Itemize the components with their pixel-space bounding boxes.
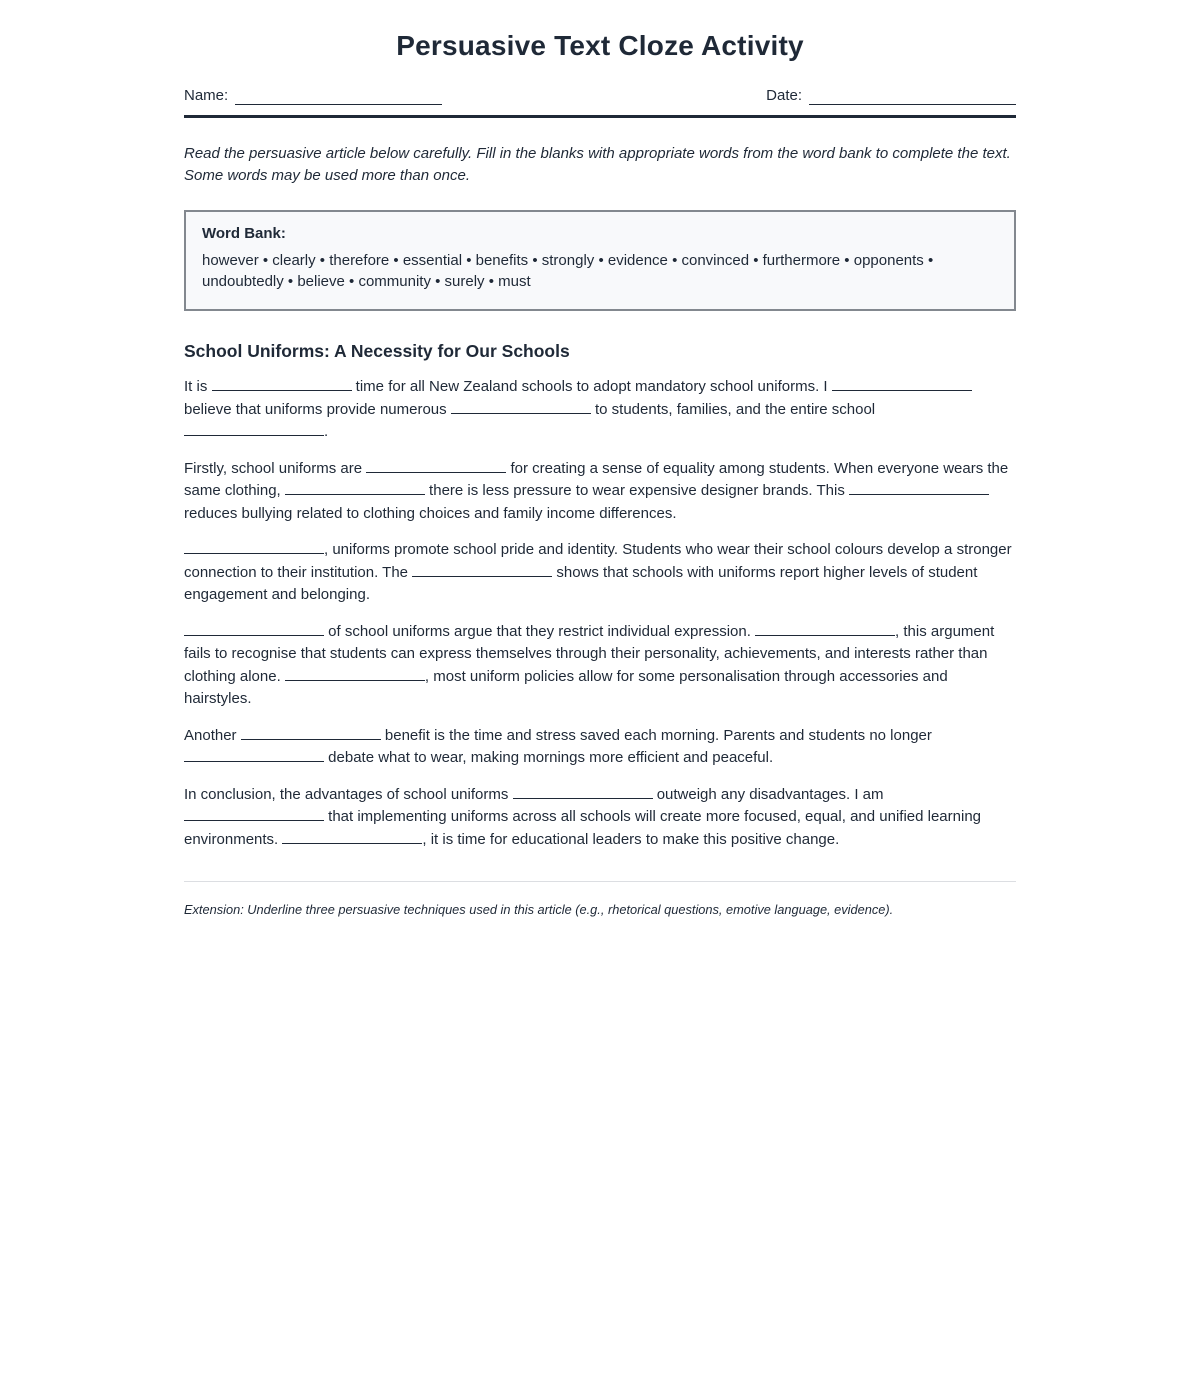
date-label: Date: — [766, 87, 802, 104]
instructions-text: Read the persuasive article below carefully. Fill in the blanks with appropriate words from the word bank to complete the text. Some words may be used more than once. — [184, 145, 1011, 184]
date-blank-line — [809, 90, 1016, 105]
article-paragraph: Another benefit is the time and stress saved each morning. Parents and students no longer debate what to wear, making mornings more efficient and peaceful. — [184, 726, 932, 766]
name-field — [184, 87, 442, 105]
cloze-blank-line — [285, 668, 425, 681]
name-label: Name: — [184, 87, 229, 104]
cloze-blank-line — [241, 727, 381, 740]
cloze-blank-line — [282, 831, 422, 844]
cloze-blank-line — [184, 749, 324, 762]
article-paragraph: In conclusion, the advantages of school uniforms outweigh any disadvantages. I am that implementing uniforms across all schools will create more focused, equal, and unified learning environments. , it is time for educational leaders to make this positive change. — [184, 785, 982, 848]
date-field — [766, 87, 1016, 105]
cloze-blank-line — [184, 541, 324, 554]
word-bank-words: however • clearly • therefore • essential • benefits • strongly • evidence • convinced • furthermore • opponents • undoubtedly • believe • community • surely • must — [202, 252, 934, 290]
article-heading: School Uniforms: A Necessity for Our Schools — [184, 341, 570, 361]
cloze-blank-line — [184, 423, 324, 436]
article-paragraph: It is time for all New Zealand schools to adopt mandatory school uniforms. I believe that uniforms provide numerous to students, families, and the entire school . — [184, 376, 1016, 444]
page-title: Persuasive Text Cloze Activity — [396, 30, 804, 61]
cloze-blank-line — [285, 482, 425, 495]
extension-note: Extension: Underline three persuasive techniques used in this article (e.g., rhetorical questions, emotive language, evidence). — [184, 902, 894, 917]
article-body — [184, 376, 1016, 851]
cloze-blank-line — [184, 808, 324, 821]
cloze-blank-line — [513, 786, 653, 799]
article-paragraph: Firstly, school uniforms are for creating a sense of equality among students. When everyone wears the same clothing, there is less pressure to wear expensive designer brands. This reduces bullying related to clothing choices and family income differences. — [184, 459, 1009, 522]
cloze-blank-line — [212, 378, 352, 391]
cloze-blank-line — [184, 623, 324, 636]
cloze-blank-line — [451, 401, 591, 414]
word-bank-box — [184, 210, 1016, 311]
name-blank-line — [235, 90, 442, 105]
header-divider — [184, 115, 1016, 118]
cloze-blank-line — [755, 623, 895, 636]
extension-divider — [184, 881, 1016, 882]
worksheet-page — [184, 0, 1016, 919]
cloze-blank-line — [366, 460, 506, 473]
cloze-blank-line — [849, 482, 989, 495]
cloze-blank-line — [832, 378, 972, 391]
cloze-blank-line — [412, 564, 552, 577]
name-date-row — [184, 87, 1016, 105]
article-paragraph: of school uniforms argue that they restrict individual expression. , this argument fails to recognise that students can express themselves through their personality, achievements, and interests rather than clothing alone. , most uniform policies allow for some personalisation through accessories and hairstyles. — [184, 622, 995, 707]
word-bank-label: Word Bank: — [202, 225, 286, 242]
article-paragraph: , uniforms promote school pride and identity. Students who wear their school colours develop a stronger connection to their institution. The shows that schools with uniforms report higher levels of student engagement and belonging. — [184, 541, 1012, 603]
